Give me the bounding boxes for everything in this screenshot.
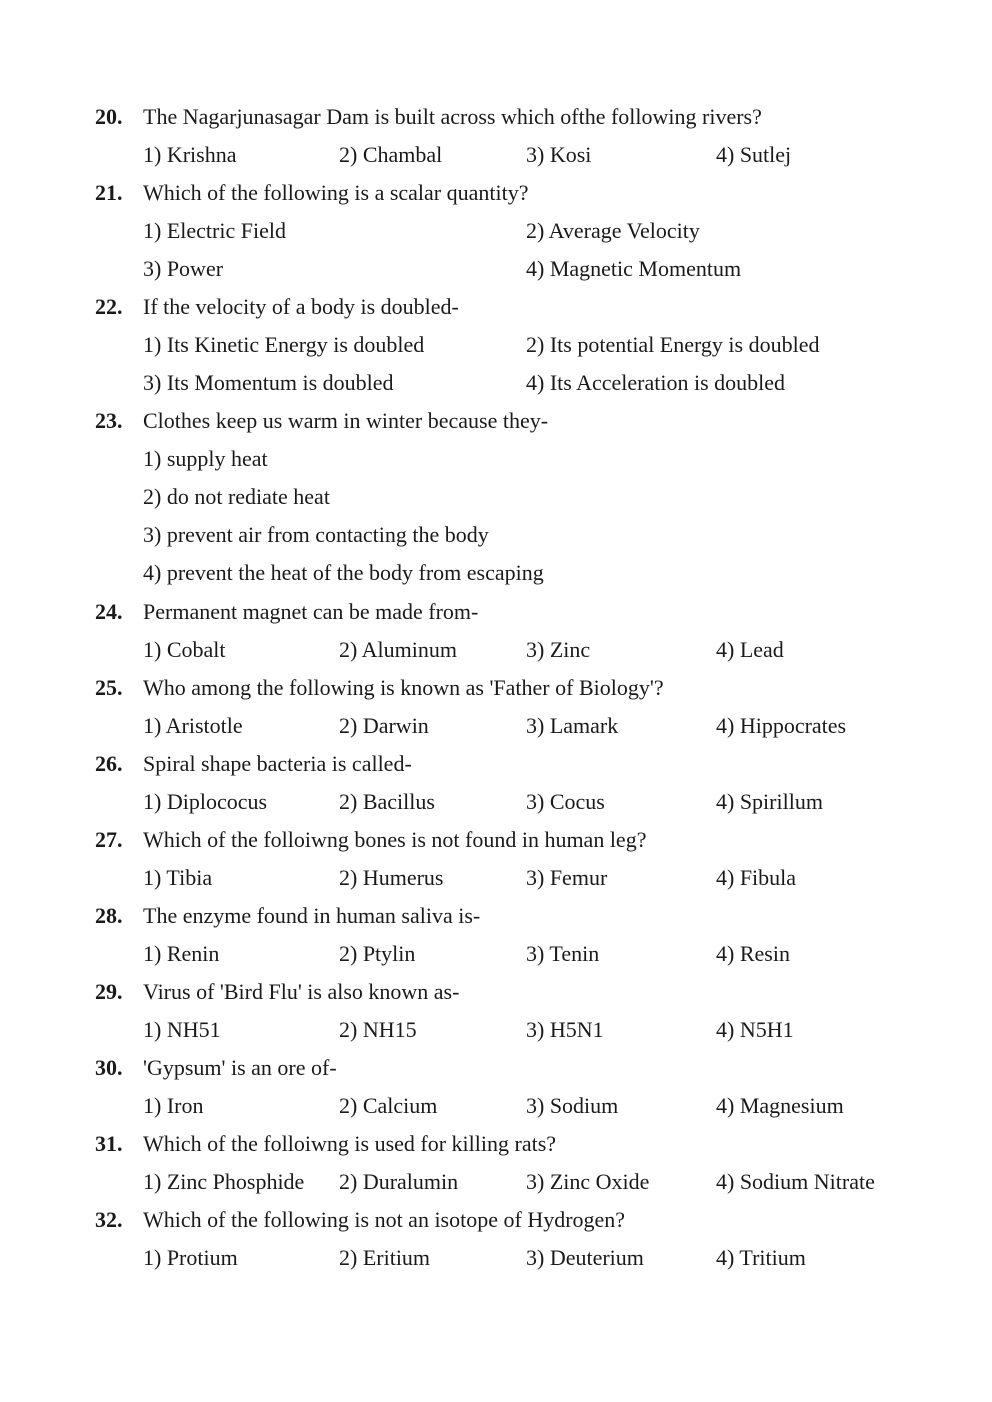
option-1: 1) Electric Field: [143, 218, 286, 243]
option-2: 2) Its potential Energy is doubled: [526, 332, 820, 357]
option-2: 2) Eritium: [339, 1245, 431, 1270]
question-text: 'Gypsum' is an ore of-: [143, 1055, 337, 1080]
question-26: [0, 745, 992, 821]
question-20: [0, 98, 992, 174]
option-1: 1) Zinc Phosphide: [143, 1169, 305, 1194]
question-number: 32.: [95, 1207, 123, 1232]
question-text: Which of the following is a scalar quantity?: [143, 180, 529, 205]
question-number: 21.: [95, 180, 123, 205]
option-4: 4) Hippocrates: [716, 713, 847, 738]
option-2: 2) Darwin: [339, 713, 429, 738]
option-1: 1) Cobalt: [143, 637, 226, 662]
options-row: [0, 250, 992, 288]
option-3: 3) Zinc: [526, 637, 591, 662]
option-3: 3) prevent air from contacting the body: [143, 522, 489, 547]
question-row: [0, 1201, 992, 1239]
question-number: 24.: [95, 599, 123, 624]
question-row: [0, 174, 992, 212]
option-2: 2) Aluminum: [339, 637, 457, 662]
option-3: 3) Power: [143, 256, 224, 281]
option-4: 4) Magnetic Momentum: [526, 256, 742, 281]
option-3: 3) Cocus: [526, 789, 605, 814]
option-3: 3) H5N1: [526, 1017, 604, 1042]
question-row: [0, 1049, 992, 1087]
option-1: 1) Renin: [143, 941, 220, 966]
options-row: [0, 478, 992, 516]
question-text: Who among the following is known as 'Father of Biology'?: [143, 675, 664, 700]
option-2: 2) Calcium: [339, 1093, 438, 1118]
option-4: 4) Fibula: [716, 865, 797, 890]
question-number: 27.: [95, 827, 123, 852]
option-3: 3) Tenin: [526, 941, 600, 966]
option-1: 1) Its Kinetic Energy is doubled: [143, 332, 425, 357]
options-row: [0, 631, 992, 669]
question-number: 28.: [95, 903, 123, 928]
option-1: 1) supply heat: [143, 446, 268, 471]
option-4: 4) Sodium Nitrate: [716, 1169, 875, 1194]
option-3: 3) Lamark: [526, 713, 619, 738]
question-25: [0, 669, 992, 745]
option-1: 1) NH51: [143, 1017, 221, 1042]
option-2: 2) Chambal: [339, 142, 443, 167]
option-4: 4) Sutlej: [716, 142, 792, 167]
question-row: [0, 745, 992, 783]
question-number: 29.: [95, 979, 123, 1004]
options-row: [0, 1011, 992, 1049]
option-4: 4) Lead: [716, 637, 784, 662]
option-4: 4) Its Acceleration is doubled: [526, 370, 786, 395]
question-number: 31.: [95, 1131, 123, 1156]
question-text: Permanent magnet can be made from-: [143, 599, 479, 624]
question-row: [0, 593, 992, 631]
options-row: [0, 1087, 992, 1125]
options-row: [0, 136, 992, 174]
question-text: Spiral shape bacteria is called-: [143, 751, 412, 776]
question-27: [0, 821, 992, 897]
option-1: 1) Krishna: [143, 142, 237, 167]
options-row: [0, 326, 992, 364]
question-31: [0, 1125, 992, 1201]
question-29: [0, 973, 992, 1049]
question-number: 25.: [95, 675, 123, 700]
option-3: 3) Kosi: [526, 142, 592, 167]
question-row: [0, 402, 992, 440]
options-row: [0, 440, 992, 478]
question-row: [0, 821, 992, 859]
options-row: [0, 707, 992, 745]
option-3: 3) Zinc Oxide: [526, 1169, 650, 1194]
options-row: [0, 1239, 992, 1277]
question-text: Which of the folloiwng bones is not found in human leg?: [143, 827, 647, 852]
option-1: 1) Tibia: [143, 865, 213, 890]
question-row: [0, 288, 992, 326]
option-1: 1) Diplococus: [143, 789, 268, 814]
question-text: The enzyme found in human saliva is-: [143, 903, 481, 928]
option-4: 4) Spirillum: [716, 789, 823, 814]
question-text: Which of the folloiwng is used for killing rats?: [143, 1131, 557, 1156]
options-row: [0, 212, 992, 250]
question-row: [0, 98, 992, 136]
question-22: [0, 288, 992, 402]
question-30: [0, 1049, 992, 1125]
question-23: [0, 402, 992, 592]
question-32: [0, 1201, 992, 1277]
option-2: 2) Bacillus: [339, 789, 435, 814]
question-21: [0, 174, 992, 288]
option-4: 4) Tritium: [716, 1245, 806, 1270]
question-row: [0, 973, 992, 1011]
options-row: [0, 859, 992, 897]
option-4: 4) prevent the heat of the body from escaping: [143, 560, 544, 585]
option-1: 1) Protium: [143, 1245, 238, 1270]
option-1: 1) Aristotle: [143, 713, 243, 738]
option-2: 2) Average Velocity: [526, 218, 700, 243]
question-number: 30.: [95, 1055, 123, 1080]
question-24: [0, 593, 992, 669]
question-number: 22.: [95, 294, 123, 319]
option-3: 3) Sodium: [526, 1093, 619, 1118]
option-3: 3) Its Momentum is doubled: [143, 370, 394, 395]
option-4: 4) N5H1: [716, 1017, 794, 1042]
question-row: [0, 897, 992, 935]
question-text: Which of the following is not an isotope of Hydrogen?: [143, 1207, 626, 1232]
options-row: [0, 935, 992, 973]
question-row: [0, 1125, 992, 1163]
option-2: 2) Ptylin: [339, 941, 416, 966]
option-4: 4) Magnesium: [716, 1093, 844, 1118]
question-text: If the velocity of a body is doubled-: [143, 294, 459, 319]
options-row: [0, 554, 992, 592]
question-number: 26.: [95, 751, 123, 776]
question-text: The Nagarjunasagar Dam is built across which ofthe following rivers?: [143, 104, 762, 129]
question-number: 20.: [95, 104, 123, 129]
option-2: 2) NH15: [339, 1017, 417, 1042]
question-28: [0, 897, 992, 973]
options-row: [0, 1163, 992, 1201]
question-text: Virus of 'Bird Flu' is also known as-: [143, 979, 460, 1004]
options-row: [0, 364, 992, 402]
option-3: 3) Deuterium: [526, 1245, 644, 1270]
option-2: 2) do not rediate heat: [143, 484, 330, 509]
options-row: [0, 516, 992, 554]
option-2: 2) Humerus: [339, 865, 444, 890]
options-row: [0, 783, 992, 821]
option-2: 2) Duralumin: [339, 1169, 459, 1194]
option-3: 3) Femur: [526, 865, 608, 890]
option-4: 4) Resin: [716, 941, 790, 966]
option-1: 1) Iron: [143, 1093, 204, 1118]
question-text: Clothes keep us warm in winter because they-: [143, 408, 549, 433]
question-number: 23.: [95, 408, 123, 433]
question-row: [0, 669, 992, 707]
